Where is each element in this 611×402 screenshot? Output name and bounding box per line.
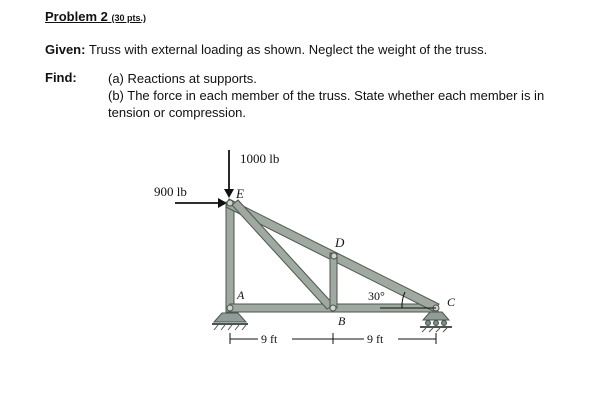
member-EA [226,202,234,312]
problem-number: Problem 2 [45,9,108,24]
horizontal-load-arrow [175,198,227,208]
dimension-right: 9 ft [367,332,384,346]
support-A [212,313,248,330]
given-text: Truss with external loading as shown. Neglect the weight of the truss. [88,42,488,57]
node-label-A: A [237,288,245,302]
node-label-B: B [338,314,346,328]
find-item-b-continued: tension or compression. [108,105,247,120]
node-label-C: C [447,295,456,309]
find-item-a: (a) Reactions at supports. [108,71,257,86]
node-label-E: E [236,186,244,201]
dimension-left: 9 ft [261,332,278,346]
member-EB [232,200,334,309]
joint-B [330,305,336,311]
joint-A [227,305,233,311]
support-C [420,312,452,332]
angle-label: 30° [368,289,385,303]
vertical-load-arrow [224,150,234,198]
find-item-b: (b) The force in each member of the truss. State whether each member is in [108,88,545,103]
node-label-D: D [335,235,345,250]
given-label: Given: [45,42,86,57]
joint-D [331,253,337,259]
horizontal-load-label: 900 lb [154,184,187,199]
problem-points: (30 pts.) [111,13,146,23]
member-DB [330,253,337,308]
joint-E [227,200,233,206]
find-label: Find: [45,70,77,85]
vertical-load-label: 1000 lb [240,151,280,166]
